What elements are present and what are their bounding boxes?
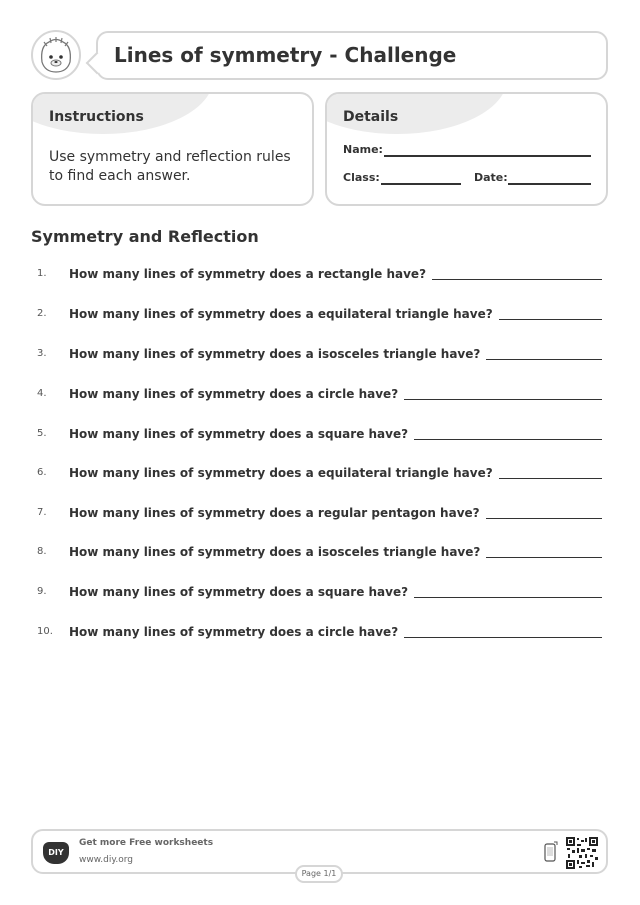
question-text: How many lines of symmetry does a equilateral triangle have? <box>69 466 493 480</box>
question-row <box>37 463 602 481</box>
diy-logo-icon: DIY <box>43 842 69 864</box>
question-row <box>37 582 602 600</box>
name-label: Name: <box>343 143 383 156</box>
question-row <box>37 304 602 322</box>
class-field[interactable] <box>381 183 461 185</box>
phone-icon <box>544 841 558 863</box>
question-text: How many lines of symmetry does a isosceles triangle have? <box>69 545 481 559</box>
section-title: Symmetry and Reflection <box>31 227 259 246</box>
question-number: 1. <box>37 268 47 279</box>
question-row <box>37 384 602 402</box>
question-number: 4. <box>37 388 47 399</box>
instructions-text: Use symmetry and reflection rules to find each answer. <box>49 149 291 184</box>
question-number: 7. <box>37 507 47 518</box>
footer-title: Get more Free worksheets <box>79 838 214 848</box>
answer-line[interactable] <box>404 637 602 638</box>
question-row <box>37 542 602 560</box>
page-number-badge: Page 1/1 <box>295 865 343 883</box>
question-text: How many lines of symmetry does a square have? <box>69 585 409 599</box>
question-number: 6. <box>37 467 47 478</box>
answer-line[interactable] <box>432 279 602 280</box>
answer-line[interactable] <box>499 319 602 320</box>
details-panel <box>325 92 608 206</box>
details-heading: Details <box>343 109 399 125</box>
question-number: 8. <box>37 546 47 557</box>
instructions-panel <box>31 92 314 206</box>
question-number: 5. <box>37 428 47 439</box>
class-label: Class: <box>343 171 380 184</box>
answer-line[interactable] <box>499 478 602 479</box>
question-text: How many lines of symmetry does a circle have? <box>69 387 399 401</box>
title-banner <box>96 31 608 80</box>
question-number: 10. <box>37 626 53 637</box>
answer-line[interactable] <box>414 439 602 440</box>
page-title: Lines of symmetry - Challenge <box>114 43 457 67</box>
answer-line[interactable] <box>486 518 602 519</box>
question-text: How many lines of symmetry does a rectangle have? <box>69 267 427 281</box>
question-text: How many lines of symmetry does a circle have? <box>69 625 399 639</box>
footer-url-link[interactable]: www.diy.org <box>79 855 133 865</box>
answer-line[interactable] <box>486 557 602 558</box>
name-field[interactable] <box>384 155 591 157</box>
question-row <box>37 622 602 640</box>
question-number: 3. <box>37 348 47 359</box>
question-row <box>37 344 602 362</box>
question-number: 9. <box>37 586 47 597</box>
question-row <box>37 264 602 282</box>
answer-line[interactable] <box>404 399 602 400</box>
question-text: How many lines of symmetry does a equilateral triangle have? <box>69 307 493 321</box>
qr-code-icon[interactable] <box>566 837 598 869</box>
date-field[interactable] <box>508 183 591 185</box>
question-text: How many lines of symmetry does a isosceles triangle have? <box>69 347 481 361</box>
question-text: How many lines of symmetry does a square have? <box>69 427 409 441</box>
instructions-heading: Instructions <box>49 109 144 125</box>
question-row <box>37 424 602 442</box>
answer-line[interactable] <box>486 359 602 360</box>
date-label: Date: <box>474 171 508 184</box>
question-row <box>37 503 602 521</box>
question-text: How many lines of symmetry does a regular pentagon have? <box>69 506 480 520</box>
answer-line[interactable] <box>414 597 602 598</box>
question-number: 2. <box>37 308 47 319</box>
mascot-avatar-icon <box>31 30 81 80</box>
